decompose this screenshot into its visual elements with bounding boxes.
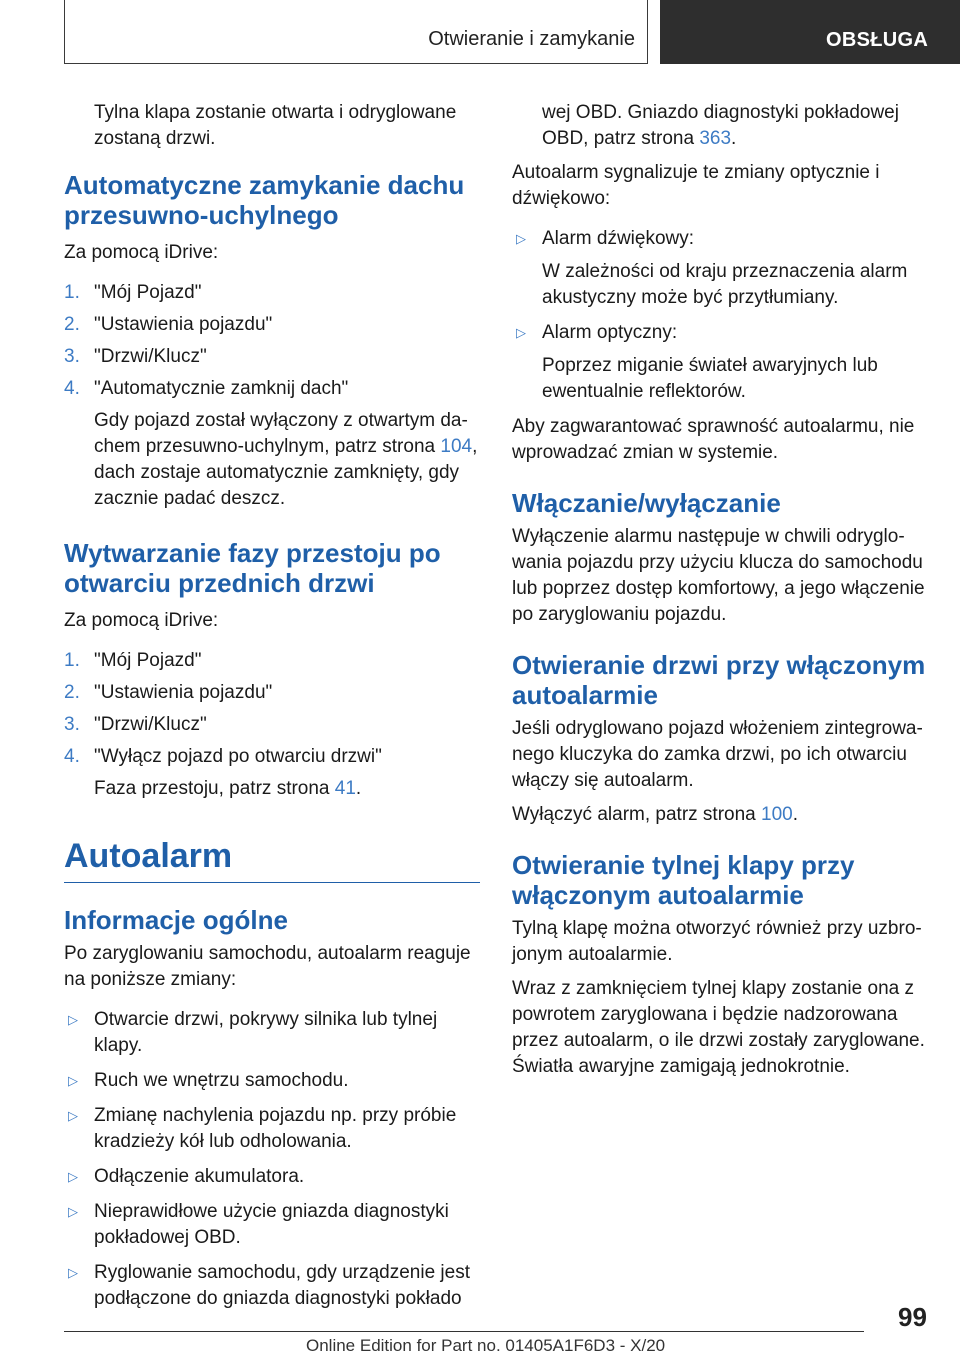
list-item: ▷ Otwarcie drzwi, pokrywy silnika lub tylnej klapy. [64,1007,480,1059]
header-tab [660,0,960,64]
page-link-41[interactable]: 41 [334,778,356,799]
ensure-paragraph: Aby zagwarantować sprawność autoalarmu, nie wprowadzać zmian w systemie. [512,416,915,463]
tailgate-paragraph-2: Wraz z zamknięciem tylnej klapy zostanie ona z powrotem zaryglowana i będzie nadzorowana przez autoalarm, o ile drzwi zostały zaryglowane. Światła awaryjne zamigają jednokrotnie. [512,978,925,1077]
standby-note: Faza przestoju, patrz strona 41. [94,778,362,799]
list-item: 4. "Wyłącz pojazd po otwarciu drzwi" [64,746,382,767]
heading-open-doors: Otwieranie drzwi przy włączonym autoalarmie [512,650,926,710]
list-item: ▷ Ruch we wnętrzu samochodu. [64,1068,480,1094]
on-off-paragraph: Wyłączenie alarmu następuje w chwili odryglowania pojazdu przy użyciu klucza do samochodu lub poprzez dostęp komfortowy, a jego włączenie po zaryglowaniu pojazdu. [512,526,925,625]
footer-edition-text: Online Edition for Part no. 01405A1F6D3 - X/20 [306,1336,666,1355]
list-item: 3. "Drzwi/Klucz" [64,346,207,367]
page-link-104[interactable]: 104 [440,436,473,457]
list-item: 1. "Mój Pojazd" [64,282,202,303]
signal-items-list [512,226,928,405]
list-item: ▷ Ryglowanie samochodu, gdy urządzenie jest podłączone do gniazda diagnostyki pokłado [64,1260,480,1312]
list-item: 4. "Automatycznie zamknij dach" [64,378,349,399]
footer-divider [64,1331,864,1332]
header-section-title: Otwieranie i zamykanie [428,28,635,50]
roof-steps-list [64,280,480,402]
list-item: 2. "Ustawienia pojazdu" [64,682,273,703]
list-item: ▷ Alarm optyczny: Poprzez miganie świateł awaryjnych lub ewentualnie reflektorów. [512,320,928,405]
intro-paragraph: Tylna klapa zostanie otwarta i odryglowane zostaną drzwi. [94,102,457,149]
triangle-bullet-icon: ▷ [516,325,526,340]
tailgate-paragraph-1: Tylną klapę można otworzyć również przy uzbrojonym autoalarmie. [512,918,922,965]
list-item: 2. "Ustawienia pojazdu" [64,314,273,335]
doors-off-paragraph: Wyłączyć alarm, patrz strona 100. [512,804,798,825]
triangle-bullet-icon: ▷ [68,1169,78,1184]
standby-via-idrive: Za pomocą iDrive: [64,610,219,631]
page-link-363[interactable]: 363 [699,128,732,149]
triangle-bullet-icon: ▷ [68,1073,78,1088]
list-item: 3. "Drzwi/Klucz" [64,714,207,735]
left-column [64,100,480,1321]
header-section-box [64,0,648,64]
triangle-bullet-icon: ▷ [68,1108,78,1123]
page-link-100[interactable]: 100 [761,804,793,825]
signal-paragraph: Autoalarm sygnalizuje te zmiany optycznie i dźwiękowo: [512,162,880,209]
standby-steps-list [64,648,480,770]
heading-open-tailgate: Otwieranie tylnej klapy przy włączonym autoalarmie [512,850,855,910]
continuation-paragraph: wej OBD. Gniazdo diagnostyki pokładowej OBD, patrz strona 363. [542,102,899,149]
page-number: 99 [898,1302,927,1332]
triangle-bullet-icon: ▷ [516,231,526,246]
right-column [512,100,928,1080]
triangle-bullet-icon: ▷ [68,1204,78,1219]
list-item: ▷ Zmianę nachylenia pojazdu np. przy próbie kradzieży kół lub odholowania. [64,1103,480,1155]
doors-paragraph: Jeśli odryglowano pojazd włożeniem zintegrowanego kluczyka do zamka drzwi, po ich otwarciu włączy się autoalarm. [512,718,923,791]
list-item: ▷ Nieprawidłowe użycie gniazda diagnostyki pokładowej OBD. [64,1199,480,1251]
list-item: ▷ Alarm dźwiękowy: W zależności od kraju przeznaczenia alarm akustyczny może być przytłumiany. [512,226,928,311]
heading-general-info: Informacje ogólne [64,905,288,935]
triangle-bullet-icon: ▷ [68,1012,78,1027]
heading-auto-roof: Automatyczne zamykanie dachu przesuwno-uchylnego [64,170,465,230]
triangle-bullet-icon: ▷ [68,1265,78,1280]
list-item: 1. "Mój Pojazd" [64,650,202,671]
chapter-heading-block [64,836,480,883]
header-tab-label: OBSŁUGA [826,29,929,51]
roof-via-idrive: Za pomocą iDrive: [64,242,219,263]
heading-on-off: Włączanie/wyłączanie [512,488,781,518]
heading-autoalarm: Autoalarm [64,837,233,875]
roof-note: Gdy pojazd został wyłączony z otwartym dachem przesuwno-uchylnym, patrz strona 104, dach zostaje automatycznie zamknięty, gdy zacznie padać deszcz. [94,410,478,509]
heading-standby: Wytwarzanie fazy przestoju po otwarciu przednich drzwi [64,538,441,598]
list-item: ▷ Odłączenie akumulatora. [64,1164,480,1190]
general-paragraph: Po zaryglowaniu samochodu, autoalarm reaguje na poniższe zmiany: [64,943,471,990]
general-items-list [64,1007,480,1312]
